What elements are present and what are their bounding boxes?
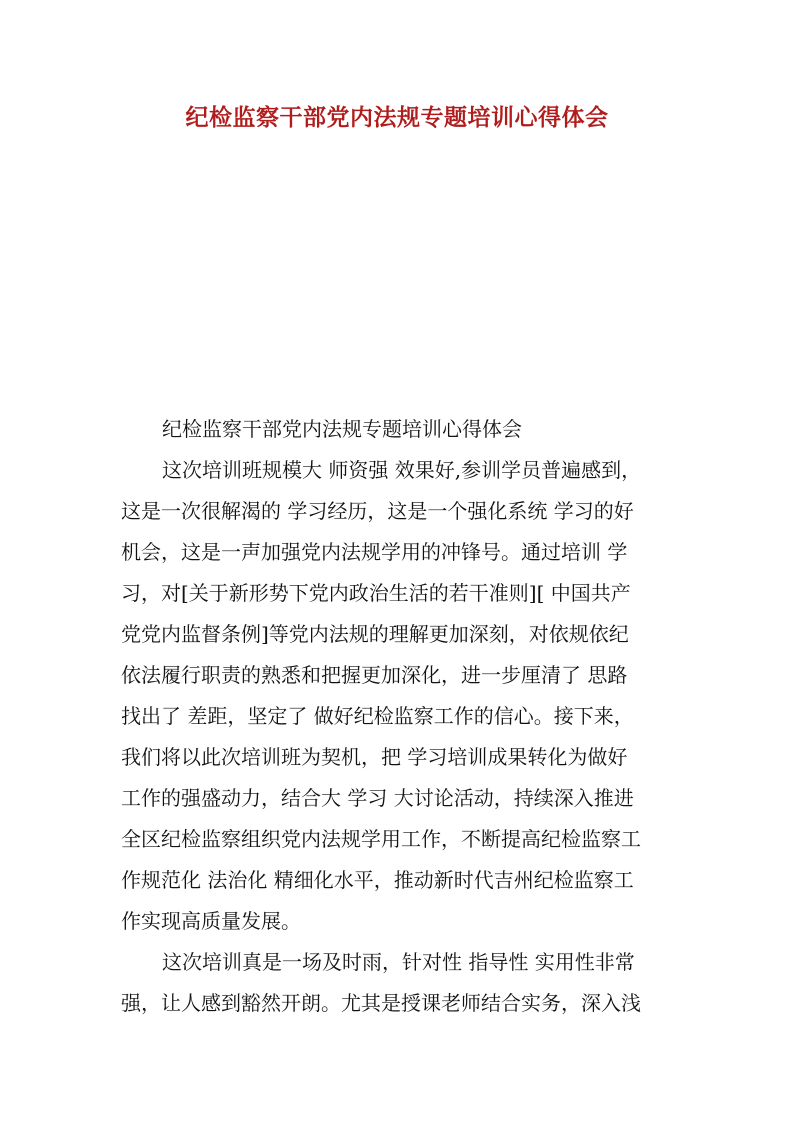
body-line-8: 找出了 差距，坚定了 做好纪检监察工作的信心。接下来， — [121, 704, 634, 728]
body-line-12: 作规范化 法治化 精细化水平，推动新时代吉州纪检监察工 — [121, 868, 634, 892]
document-body — [121, 409, 676, 1024]
body-line-10: 工作的强盛动力，结合大 学习 大讨论活动，持续深入推进 — [121, 786, 634, 810]
body-line-14: 这次培训真是一场及时雨，针对性 指导性 实用性非常 — [162, 950, 635, 974]
body-line-4: 机会，这是一声加强党内法规学用的冲锋号。通过培训 学 — [121, 540, 628, 564]
body-line-6: 党党内监督条例]等党内法规的理解更加深刻，对依规依纪 — [121, 622, 629, 646]
body-line-7: 依法履行职责的熟悉和把握更加深化，进一步厘清了 思路 — [121, 663, 628, 687]
body-line-2: 这次培训班规模大 师资强 效果好,参训学员普遍感到， — [162, 458, 642, 482]
body-line-13: 作实现高质量发展。 — [121, 909, 301, 933]
body-line-1: 纪检监察干部党内法规专题培训心得体会 — [162, 417, 522, 441]
body-line-9: 我们将以此次培训班为契机，把 学习培训成果转化为做好 — [121, 745, 628, 769]
body-line-11: 全区纪检监察组织党内法规学用工作，不断提高纪检监察工 — [121, 827, 641, 851]
body-line-3: 这是一次很解渴的 学习经历，这是一个强化系统 学习的好 — [121, 499, 634, 523]
body-line-5: 习，对[关于新形势下党内政治生活的若干准则][ 中国共产 — [121, 581, 631, 605]
body-line-15: 强，让人感到豁然开朗。尤其是授课老师结合实务，深入浅 — [121, 991, 641, 1015]
document-title: 纪检监察干部党内法规专题培训心得体会 — [185, 104, 609, 131]
